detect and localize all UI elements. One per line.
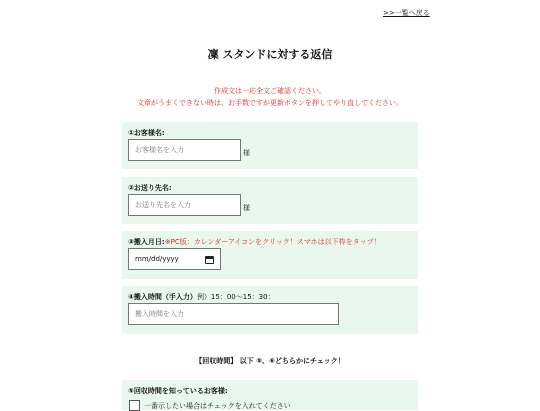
collect-customer-label: ⑤回収時間を知っているお客様: (128, 387, 228, 395)
customer-name-suffix: 様 (243, 149, 250, 157)
sender-name-section (122, 177, 418, 224)
page-title: 凜 スタンドに対する返信 (207, 48, 333, 61)
customer-name-label: ①お客様名: (128, 129, 165, 137)
customer-name-section (122, 122, 418, 169)
delivery-time-hint: 例）15：00〜15：30： (196, 293, 275, 301)
delivery-date-label-row (128, 237, 381, 247)
collect-checkbox[interactable] (129, 400, 140, 411)
delivery-time-input[interactable]: 搬入時間を入力 (128, 303, 339, 325)
collect-checkbox-text: 一番示したい場合はチェックを入れてください (144, 402, 291, 410)
delivery-time-label: ④搬入時間（手入力） (128, 293, 197, 301)
notice-line-1: 作成文は一応全文ご確認ください。 (214, 87, 326, 95)
delivery-date-note: ※PC版：カレンダーアイコンをクリック！スマホは以下枠をタップ！ (164, 238, 381, 246)
delivery-date-value: mm/dd/yyyy (135, 255, 179, 263)
delivery-date-section (122, 231, 418, 279)
delivery-time-label-row (128, 292, 275, 302)
customer-name-input[interactable]: お客様名を入力 (128, 139, 241, 161)
back-to-list-link[interactable]: >>一覧へ戻る (383, 9, 430, 17)
collect-time-heading: 【回収時間】 以下 ⑤、⑥どちらかにチェック！ (195, 357, 345, 365)
delivery-time-section (122, 286, 418, 334)
sender-name-input[interactable]: お送り先名を入力 (128, 194, 241, 216)
collect-customer-section (122, 380, 418, 410)
calendar-icon[interactable] (205, 255, 214, 264)
sender-name-label: ②お送り先名: (128, 184, 172, 192)
notice-line-2: 文章がうまくできない時は、お手数ですが更新ボタンを押してやり直してください。 (137, 99, 403, 107)
delivery-date-input[interactable] (128, 248, 221, 270)
delivery-date-label: ③搬入月日: (128, 238, 165, 246)
sender-name-suffix: 様 (243, 204, 250, 212)
